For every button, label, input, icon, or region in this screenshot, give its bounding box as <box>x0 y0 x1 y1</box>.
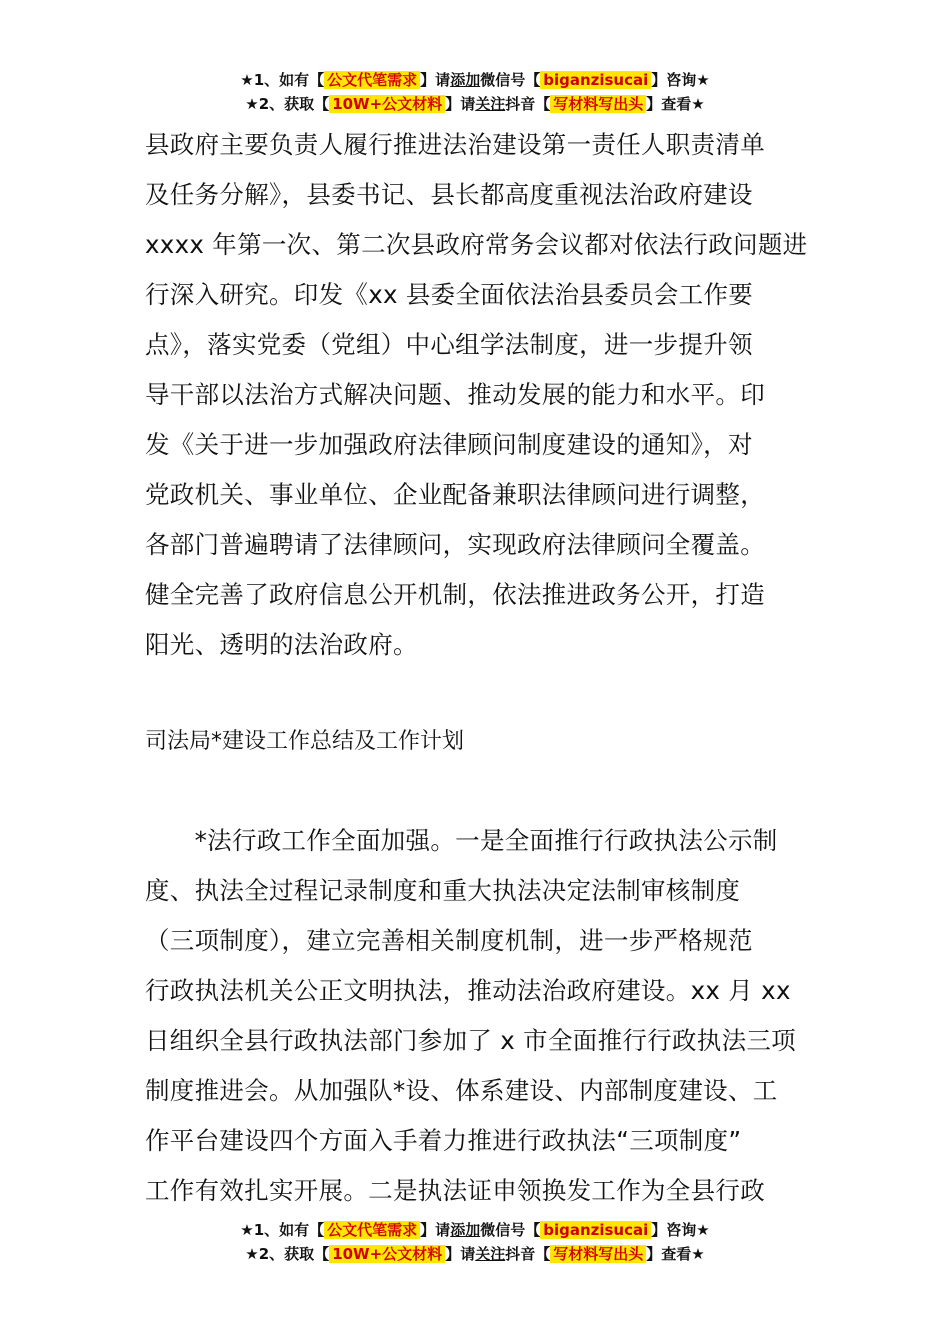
text-line: 工作有效扎实开展。二是执法证申领换发工作为全县行政 <box>145 1176 765 1205</box>
header-banner <box>0 68 950 116</box>
header-banner-line-2: ★2、获取【 10W+公文材料 】请关注抖音【 写材料写出头 】查看★ <box>245 95 705 113</box>
text-line: 发《关于进一步加强政府法律顾问制度建设的通知》，对 <box>145 430 753 459</box>
text-line: 制度推进会。从加强队*设、体系建设、内部制度建设、工 <box>145 1076 778 1105</box>
text-line: *法行政工作全面加强。一是全面推行行政执法公示制 <box>145 826 778 855</box>
section-heading: 司法局*建设工作总结及工作计划 <box>145 729 465 754</box>
text-line: 各部门普遍聘请了法律顾问，实现政府法律顾问全覆盖。 <box>145 530 765 559</box>
text-line: 日组织全县行政执法部门参加了 x 市全面推行行政执法三项 <box>145 1026 796 1055</box>
highlight-service: 公文代笔需求 <box>324 1221 420 1239</box>
highlight-wechat-id: biganzisucai <box>540 71 651 89</box>
text-line: 行政执法机关公正文明执法，推动法治政府建设。xx 月 xx <box>145 976 791 1005</box>
highlight-douyin-account: 写材料写出头 <box>550 1245 646 1263</box>
footer-banner <box>0 1218 950 1266</box>
footer-banner-line-2: ★2、获取【 10W+公文材料 】请关注抖音【 写材料写出头 】查看★ <box>245 1245 705 1263</box>
text-line: 阳光、透明的法治政府。 <box>145 630 418 659</box>
text-line: 导干部以法治方式解决问题、推动发展的能力和水平。印 <box>145 380 765 409</box>
text-line: 县政府主要负责人履行推进法治建设第一责任人职责清单 <box>145 130 765 159</box>
text-line: 健全完善了政府信息公开机制，依法推进政务公开，打造 <box>145 580 765 609</box>
paragraph-2 <box>145 816 810 1216</box>
text-line: 行深入研究。印发《xx 县委全面依法治县委员会工作要 <box>145 280 754 309</box>
text-line: 党政机关、事业单位、企业配备兼职法律顾问进行调整， <box>145 480 765 509</box>
highlight-wechat-id: biganzisucai <box>540 1221 651 1239</box>
paragraph-1 <box>145 120 810 670</box>
highlight-materials: 10W+公文材料 <box>329 1245 445 1263</box>
highlight-douyin-account: 写材料写出头 <box>550 95 646 113</box>
text-line: xxxx 年第一次、第二次县政府常务会议都对依法行政问题进 <box>145 230 808 259</box>
text-line: 度、执法全过程记录制度和重大执法决定法制审核制度 <box>145 876 741 905</box>
text-line: （三项制度），建立完善相关制度机制，进一步严格规范 <box>145 926 753 955</box>
highlight-service: 公文代笔需求 <box>324 71 420 89</box>
text-line: 及任务分解》，县委书记、县长都高度重视法治政府建设 <box>145 180 753 209</box>
text-line: 点》，落实党委（党组）中心组学法制度，进一步提升领 <box>145 330 753 359</box>
footer-banner-line-1: ★1、如有【 公文代笔需求 】请添加微信号【 biganzisucai 】咨询★ <box>240 1221 710 1239</box>
header-banner-line-1: ★1、如有【 公文代笔需求 】请添加微信号【 biganzisucai 】咨询★ <box>240 71 710 89</box>
highlight-materials: 10W+公文材料 <box>329 95 445 113</box>
text-line: 作平台建设四个方面入手着力推进行政执法“三项制度” <box>145 1126 742 1155</box>
